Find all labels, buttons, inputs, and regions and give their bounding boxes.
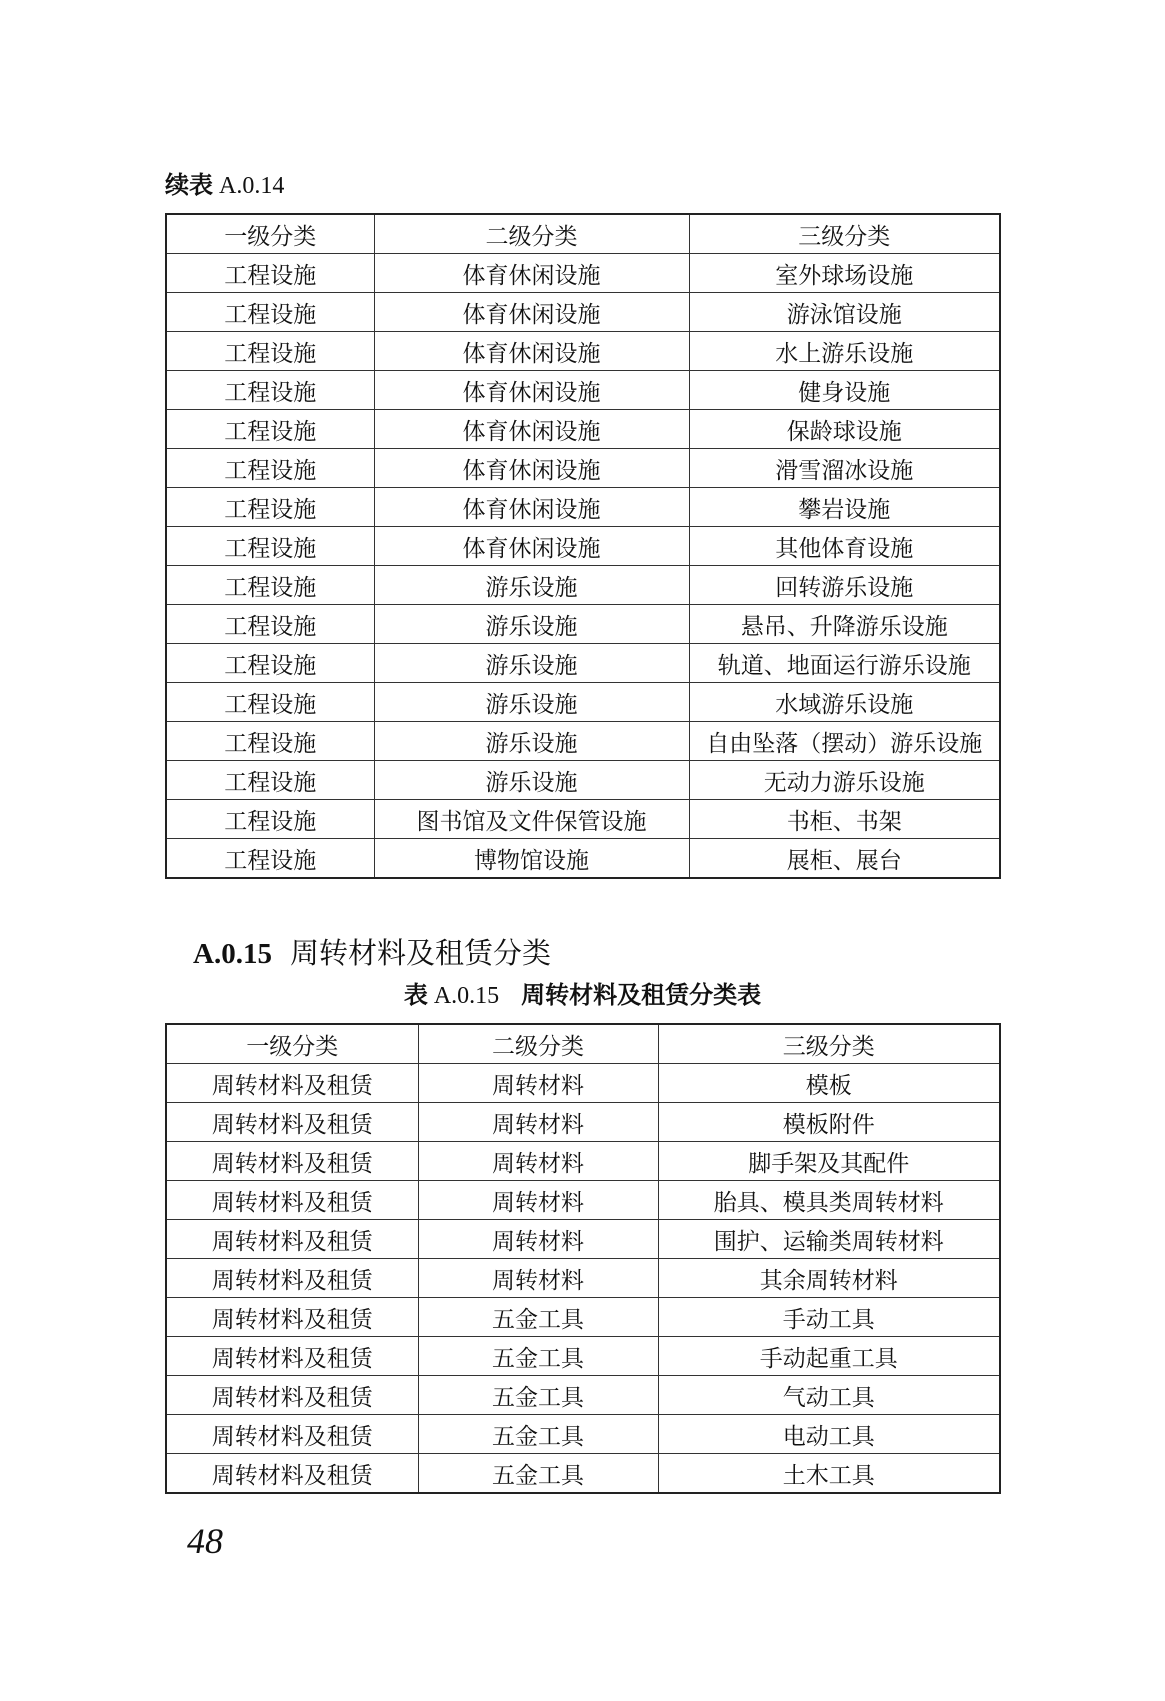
table-row (166, 1142, 1000, 1181)
table-cell: 图书馆及文件保管设施 (374, 800, 689, 839)
table-a014-caption (165, 170, 284, 201)
table-cell: 胎具、模具类周转材料 (658, 1181, 1000, 1220)
table-cell: 模板附件 (658, 1103, 1000, 1142)
column-header: 一级分类 (166, 1024, 418, 1064)
table-cell: 周转材料 (418, 1181, 658, 1220)
column-header: 三级分类 (689, 214, 1000, 254)
table-cell: 保龄球设施 (689, 410, 1000, 449)
table-cell: 周转材料及租赁 (166, 1298, 418, 1337)
table-row (166, 761, 1000, 800)
table-row (166, 1103, 1000, 1142)
table-caption-lead: 表 (403, 981, 428, 1009)
table-cell: 五金工具 (418, 1298, 658, 1337)
table-caption-code: A.0.15 (427, 983, 500, 1009)
table-cell: 电动工具 (658, 1415, 1000, 1454)
table-a014 (165, 213, 1001, 879)
table-cell: 周转材料及租赁 (166, 1064, 418, 1103)
table-cell: 工程设施 (166, 293, 374, 332)
table-row (166, 449, 1000, 488)
table-row (166, 1415, 1000, 1454)
table-cell: 工程设施 (166, 254, 374, 293)
table-row (166, 1337, 1000, 1376)
table-cell: 周转材料及租赁 (166, 1259, 418, 1298)
table-cell: 体育休闲设施 (374, 488, 689, 527)
table-row (166, 1298, 1000, 1337)
table-cell: 工程设施 (166, 488, 374, 527)
table-row (166, 488, 1000, 527)
table-cell: 周转材料 (418, 1220, 658, 1259)
table-cell: 体育休闲设施 (374, 410, 689, 449)
table-row (166, 683, 1000, 722)
table-cell: 回转游乐设施 (689, 566, 1000, 605)
table-cell: 工程设施 (166, 800, 374, 839)
table-row (166, 527, 1000, 566)
table-cell: 游泳馆设施 (689, 293, 1000, 332)
table-cell: 工程设施 (166, 839, 374, 879)
table-cell: 脚手架及其配件 (658, 1142, 1000, 1181)
table-cell: 体育休闲设施 (374, 293, 689, 332)
table-cell: 手动起重工具 (658, 1337, 1000, 1376)
table-cell: 体育休闲设施 (374, 371, 689, 410)
table-cell: 工程设施 (166, 371, 374, 410)
table-row (166, 1259, 1000, 1298)
table-header-row (166, 214, 1000, 254)
table-cell: 工程设施 (166, 644, 374, 683)
table-cell: 工程设施 (166, 527, 374, 566)
table-cell: 攀岩设施 (689, 488, 1000, 527)
table-cell: 工程设施 (166, 332, 374, 371)
table-cell: 周转材料 (418, 1103, 658, 1142)
table-row (166, 722, 1000, 761)
table-cell: 手动工具 (658, 1298, 1000, 1337)
table-row (166, 410, 1000, 449)
table-cell: 周转材料及租赁 (166, 1415, 418, 1454)
table-cell: 周转材料及租赁 (166, 1142, 418, 1181)
page-number: 48 (187, 1521, 223, 1561)
table-cell: 展柜、展台 (689, 839, 1000, 879)
table-cell: 工程设施 (166, 566, 374, 605)
table-caption-code: A.0.14 (213, 173, 285, 199)
table-cell: 模板 (658, 1064, 1000, 1103)
table-a015 (165, 1023, 1001, 1494)
table-cell: 其余周转材料 (658, 1259, 1000, 1298)
table-row (166, 1181, 1000, 1220)
table-cell: 水上游乐设施 (689, 332, 1000, 371)
table-cell: 工程设施 (166, 449, 374, 488)
table-cell: 工程设施 (166, 410, 374, 449)
column-header: 二级分类 (374, 214, 689, 254)
table-cell: 周转材料及租赁 (166, 1103, 418, 1142)
section-title: 周转材料及租赁分类 (289, 936, 551, 970)
table-cell: 游乐设施 (374, 644, 689, 683)
table-cell: 游乐设施 (374, 605, 689, 644)
table-cell: 自由坠落（摆动）游乐设施 (689, 722, 1000, 761)
table-cell: 工程设施 (166, 683, 374, 722)
table-cell: 气动工具 (658, 1376, 1000, 1415)
table-cell: 游乐设施 (374, 722, 689, 761)
table-cell: 五金工具 (418, 1337, 658, 1376)
table-cell: 无动力游乐设施 (689, 761, 1000, 800)
table-cell: 滑雪溜冰设施 (689, 449, 1000, 488)
table-cell: 周转材料 (418, 1142, 658, 1181)
table-cell: 工程设施 (166, 722, 374, 761)
table-cell: 体育休闲设施 (374, 449, 689, 488)
table-row (166, 332, 1000, 371)
table-row (166, 800, 1000, 839)
table-row (166, 254, 1000, 293)
table-row (166, 1064, 1000, 1103)
table-cell: 五金工具 (418, 1415, 658, 1454)
table-cell: 周转材料及租赁 (166, 1337, 418, 1376)
column-header: 一级分类 (166, 214, 374, 254)
table-cell: 工程设施 (166, 605, 374, 644)
table-cell: 周转材料及租赁 (166, 1220, 418, 1259)
table-caption-lead: 续表 (165, 171, 213, 199)
table-cell: 室外球场设施 (689, 254, 1000, 293)
table-cell: 其他体育设施 (689, 527, 1000, 566)
section-number: A.0.15 (193, 938, 272, 970)
table-cell: 游乐设施 (374, 683, 689, 722)
table-row (166, 839, 1000, 879)
table-cell: 轨道、地面运行游乐设施 (689, 644, 1000, 683)
table-a015-caption (0, 980, 1165, 1011)
table-row (166, 605, 1000, 644)
table-cell: 周转材料及租赁 (166, 1181, 418, 1220)
table-cell: 土木工具 (658, 1454, 1000, 1494)
table-cell: 博物馆设施 (374, 839, 689, 879)
section-heading-a015 (193, 935, 551, 972)
table-cell: 工程设施 (166, 761, 374, 800)
column-header: 二级分类 (418, 1024, 658, 1064)
table-cell: 水域游乐设施 (689, 683, 1000, 722)
table-row (166, 293, 1000, 332)
table-cell: 体育休闲设施 (374, 254, 689, 293)
column-header: 三级分类 (658, 1024, 1000, 1064)
table-row (166, 644, 1000, 683)
table-cell: 体育休闲设施 (374, 332, 689, 371)
table-row (166, 566, 1000, 605)
table-cell: 周转材料 (418, 1064, 658, 1103)
table-cell: 围护、运输类周转材料 (658, 1220, 1000, 1259)
table-row (166, 1454, 1000, 1494)
table-cell: 悬吊、升降游乐设施 (689, 605, 1000, 644)
table-cell: 周转材料及租赁 (166, 1454, 418, 1494)
table-cell: 书柜、书架 (689, 800, 1000, 839)
table-header-row (166, 1024, 1000, 1064)
table-cell: 游乐设施 (374, 761, 689, 800)
table-cell: 体育休闲设施 (374, 527, 689, 566)
table-cell: 五金工具 (418, 1454, 658, 1494)
table-cell: 五金工具 (418, 1376, 658, 1415)
table-cell: 周转材料 (418, 1259, 658, 1298)
table-cell: 健身设施 (689, 371, 1000, 410)
table-row (166, 1220, 1000, 1259)
table-row (166, 1376, 1000, 1415)
table-cell: 游乐设施 (374, 566, 689, 605)
table-cell: 周转材料及租赁 (166, 1376, 418, 1415)
table-caption-title: 周转材料及租赁分类表 (521, 981, 762, 1009)
table-row (166, 371, 1000, 410)
